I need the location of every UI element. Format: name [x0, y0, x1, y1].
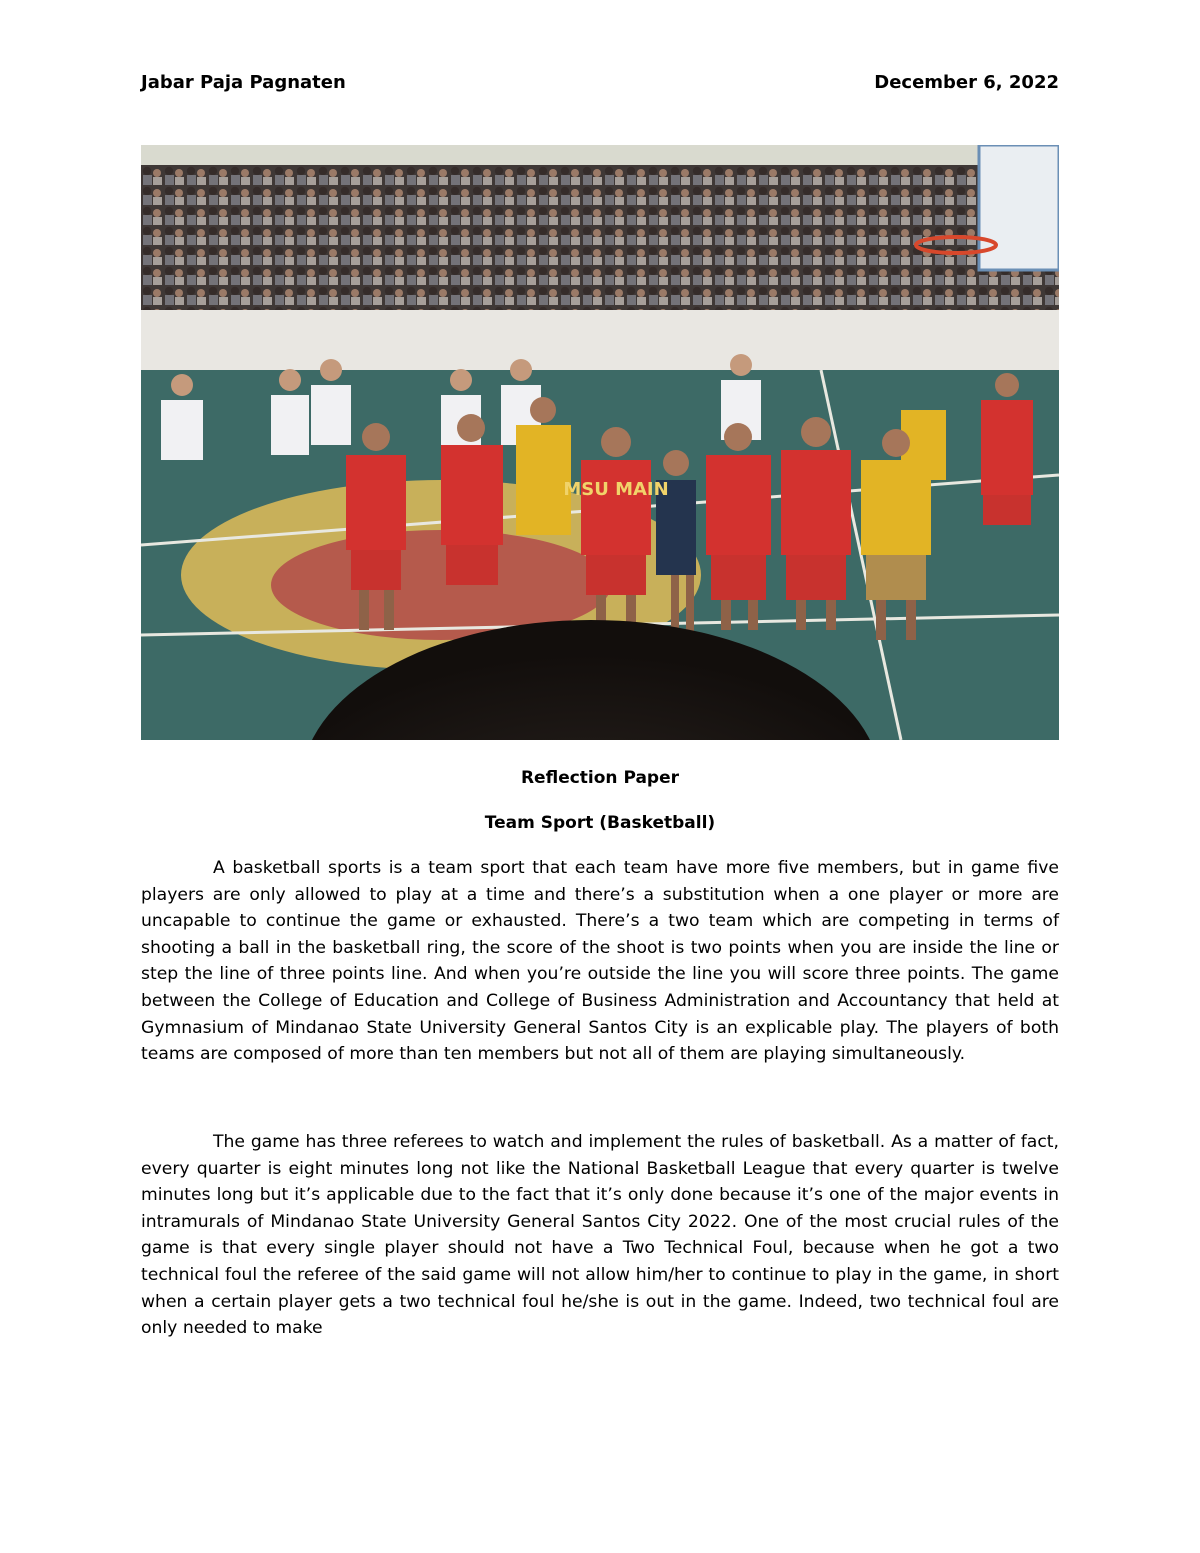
document-date: December 6, 2022: [874, 72, 1059, 93]
page-header: [141, 72, 1059, 100]
basketball-team-photo: [141, 145, 1059, 740]
jersey-text: MSU MAIN: [563, 479, 669, 500]
author-name: Jabar Paja Pagnaten: [141, 72, 346, 93]
paper-title: Reflection Paper: [520, 768, 680, 788]
paragraph-1: A basketball sports is a team sport that each team have more five members, but in game five players are only allowed to play at a time and there’s a substitution when a one player or more are uncapable to continue the game or exhausted. There’s a two team which are competing in terms of shooting a ball in the basketball ring, the score of the shoot is two points when you are inside the line or step the line of three points line. And when you’re outside the line you will score three points. The game between the College of Education and College of Business Administration and Accountancy that held at Gymnasium of Mindanao State University General Santos City is an explicable play. The players of both teams are composed of more than ten members but not all of them are playing simultaneously.: [141, 858, 1059, 1065]
paper-subtitle: Team Sport (Basketball): [484, 813, 716, 833]
paragraph-2: The game has three referees to watch and implement the rules of basketball. As a matter of fact, every quarter is eight minutes long not like the National Basketball League that every quarter is twelve minutes long but it’s applicable due to the fact that it’s only done because it’s one of the major events in intramurals of Mindanao State University General Santos City 2022. One of the most crucial rules of the game is that every single player should not have a Two Technical Foul, because when he got a two technical foul the referee of the said game will not allow him/her to continue to play in the game, in short when a certain player gets a two technical foul he/she is out in the game. Indeed, two technical foul are only needed to make: [141, 1132, 1059, 1339]
